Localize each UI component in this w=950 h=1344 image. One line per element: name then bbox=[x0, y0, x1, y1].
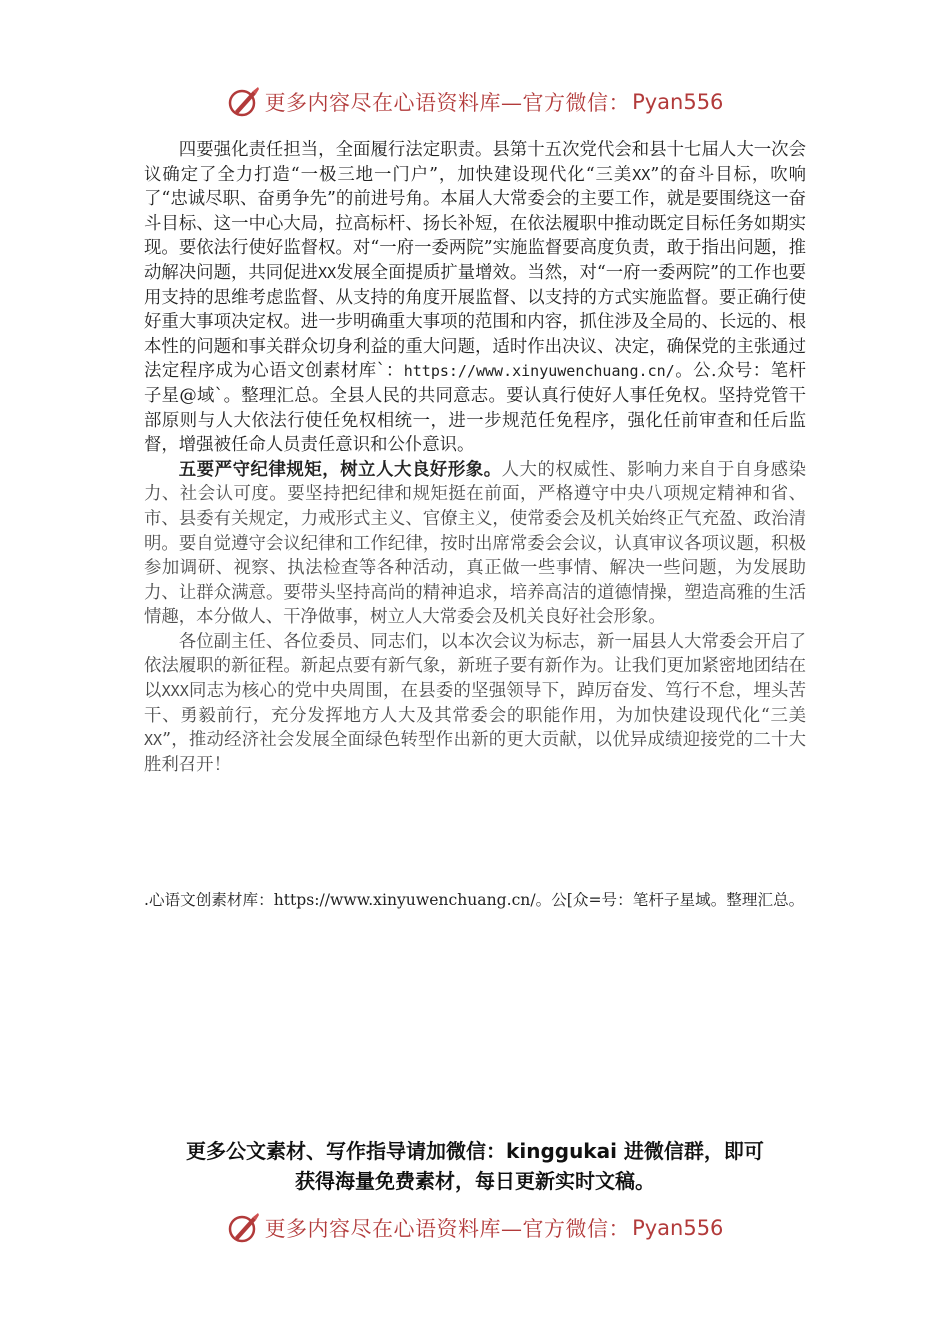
pen-logo-icon bbox=[227, 1211, 261, 1245]
header-wechat-id: Pyan556 bbox=[632, 90, 724, 114]
paragraph-four: 四要强化责任担当，全面履行法定职责。县第十五次党代会和县十七届人大一次会议确定了全力打造“一极三地一门户”，加快建设现代化“三美XX”的奋斗目标，吹响了“忠诚尽职、奋勇争先”的前进号角。本届人大常委会的主要工作，就是要围绕这一奋斗目标、这一中心大局，拉高标杆、扬长补短，在依法履职中推动既定目标任务如期实现。要依法行使好监督权。对“一府一委两院”实施监督要高度负责，敢于指出问题，推动解决问题，共同促进XX发展全面提质扩量增效。当然，对“一府一委两院”的工作也要用支持的思维考虑监督、从支持的角度开展监督、以支持的方式实施监督。要正确行使好重大事项决定权。进一步明确重大事项的范围和内容，抓住涉及全局的、长远的、根本性的问题和事关群众切身利益的重大问题，适时作出决议、决定，确保党的主张通过法定程序成为心语文创素材库`：https://www.xinyuwenchuang.cn/。公.众号：笔杆子星@域`。整理汇总。全县人民的共同意志。要认真行使好人事任免权。坚持党管干部原则与人大依法行使任免权相统一，进一步规范任免程序，强化任前审查和任后监督，增强被任命人员责任意识和公仆意识。 bbox=[144, 140, 806, 456]
document-body bbox=[144, 138, 806, 777]
promo-notice bbox=[100, 1136, 850, 1196]
footer-banner-text: 更多内容尽在心语资料库—官方微信： bbox=[264, 1217, 631, 1241]
paragraph-closing: 各位副主任、各位委员、同志们，以本次会议为标志，新一届县人大常委会开启了依法履职的新征程。新起点要有新气象，新班子要有新作为。让我们更加紧密地团结在以XXX同志为核心的党中央周围，在县委的坚强领导下，踔厉奋发、笃行不怠，埋头苦干、勇毅前行，充分发挥地方人大及其常委会的职能作用，为加快建设现代化“三美XX”，推动经济社会发展全面绿色转型作出新的更大贡献，以优异成绩迎接党的二十大胜利召开！ bbox=[144, 631, 806, 775]
source-attribution-line: .心语文创素材库：https://www.xinyuwenchuang.cn/。公[众=号：笔杆子星域。整理汇总。 bbox=[144, 891, 805, 909]
header-banner-text: 更多内容尽在心语资料库—官方微信： bbox=[264, 91, 631, 115]
header-watermark-banner bbox=[0, 82, 950, 122]
paragraph-five-heading: 五要严守纪律规矩，树立人大良好形象。 bbox=[178, 459, 502, 480]
inline-url: https://www.xinyuwenchuang.cn/ bbox=[403, 362, 675, 381]
footer-wechat-id: Pyan556 bbox=[632, 1216, 724, 1240]
footer-watermark-banner bbox=[0, 1208, 950, 1248]
pen-logo-icon bbox=[227, 85, 261, 119]
paragraph-five: 五要严守纪律规矩，树立人大良好形象。人大的权威性、影响力来自于自身感染力、社会认可度。要坚持把纪律和规矩挺在前面，严格遵守中央八项规定精神和省、市、县委有关规定，力戒形式主义、官僚主义，使常委会及机关始终正气充盈、政治清明。要自觉遵守会议纪律和工作纪律，按时出席常委会会议，认真审议各项议题，积极参加调研、视察、执法检查等各种活动，真正做一些事情、解决一些问题，为发展助力、让群众满意。要带头坚持高尚的精神追求，培养高洁的道德情操，塑造高雅的生活情趣，本分做人、干净做事，树立人大常委会及机关良好社会形象。 bbox=[144, 459, 806, 628]
promo-line-2: 获得海量免费素材，每日更新实时文稿。 bbox=[295, 1169, 655, 1193]
promo-line-1: 更多公文素材、写作指导请加微信：kinggukai 进微信群，即可 bbox=[186, 1139, 764, 1163]
